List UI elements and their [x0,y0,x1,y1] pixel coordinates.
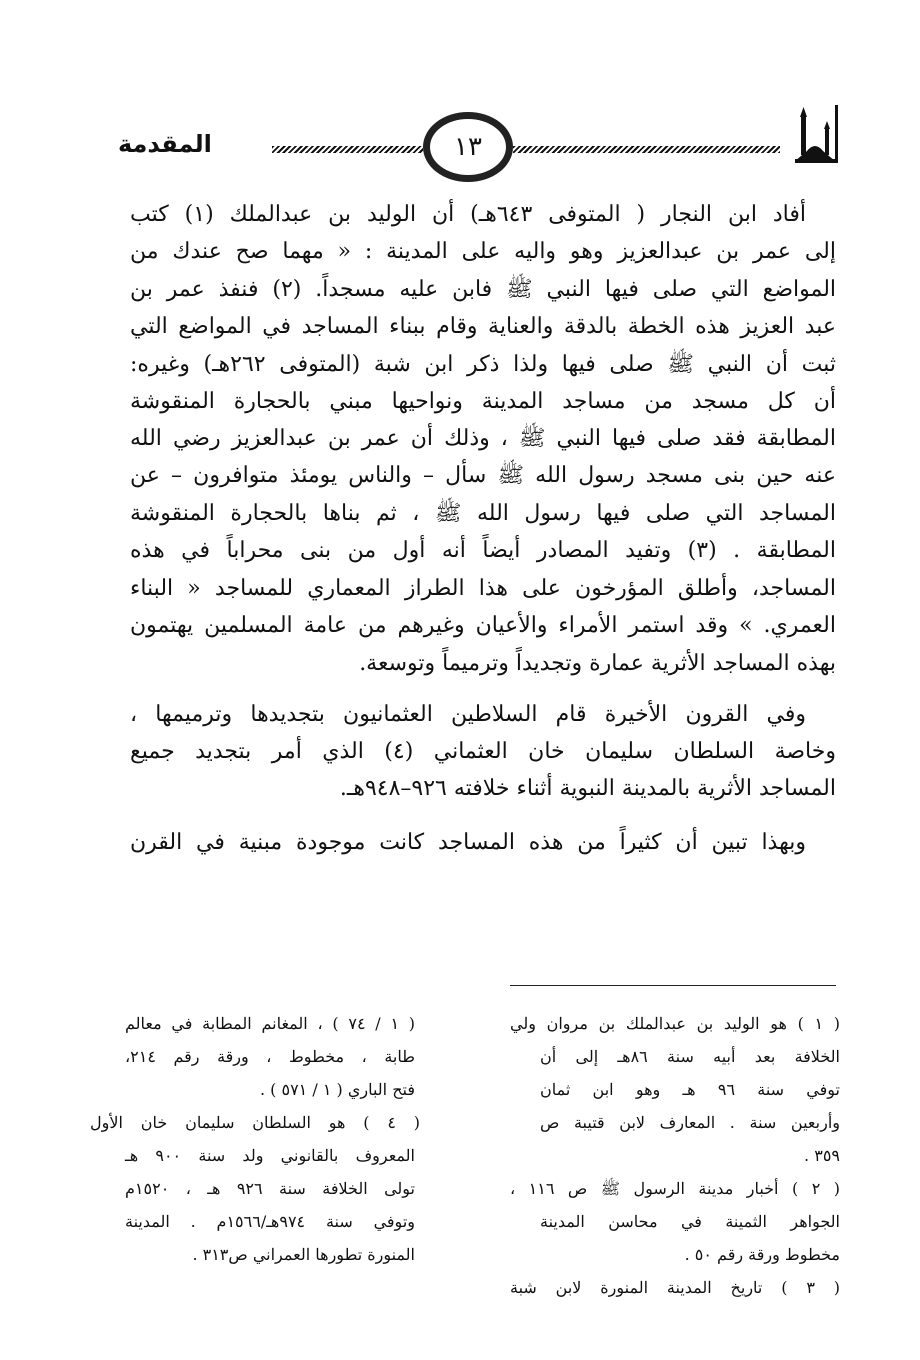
header-rule-right [513,146,780,153]
footnote-line: وأربعين سنة . المعارف لابن قتيبة ص [540,1113,840,1132]
body-line: المطابقة فقد صلى فيها النبي ﷺ ، وذلك أن عمر بن عبدالعزيز رضي الله [130,426,836,451]
body-line: المساجد، وأطلق المؤرخون على هذا الطراز المعماري للمساجد « البناء [130,576,836,601]
body-line: ثبت أن النبي ﷺ صلى فيها ولذا ذكر ابن شبة (المتوفى ٢٦٢هـ) وغيره: [130,352,836,377]
body-line: وخاصة السلطان سليمان خان العثماني (٤) الذي أمر بتجديد جميع [130,739,836,764]
footnote-line: ( ٣ ) تاريخ المدينة المنورة لابن شبة [510,1278,841,1297]
mosque-icon [795,105,840,163]
page-number: ١٣ [423,112,513,182]
header-rule-left [272,146,423,153]
footnote-line: تولى الخلافة سنة ٩٢٦ هـ ، ١٥٢٠م [125,1179,415,1198]
section-title: المقدمة [118,130,212,158]
footnote-line: توفي سنة ٩٦ هـ وهو ابن ثمان [540,1080,841,1099]
footnote-separator [510,985,836,986]
footnote-line: الخلافة بعد أبيه سنة ٨٦هـ إلى أن [540,1047,841,1066]
footnote-line: وتوفي سنة ٩٧٤هـ/١٥٦٦م . المدينة [125,1212,415,1231]
footnote-line: ٣٥٩ . [804,1146,840,1165]
footnote-line: فتح الباري ( ١ / ٥٧١ ) . [259,1080,415,1099]
footnote-line: طابة ، مخطوط ، ورقة رقم ٢١٤، [125,1047,415,1066]
footnote-line: المعروف بالقانوني ولد سنة ٩٠٠ هـ [125,1146,415,1165]
body-line: عبد العزيز هذه الخطة بالدقة والعناية وقام ببناء المساجد في المواضع التي [130,314,836,339]
footnote-line: ( ١ ) هو الوليد بن عبدالملك بن مروان ولي [510,1014,841,1033]
body-line: العمري. » وقد استمر الأمراء والأعيان وغيرهم من عامة المسلمين يهتمون [130,613,836,638]
body-line: وبهذا تبين أن كثيراً من هذه المساجد كانت موجودة مبنية في القرن [130,830,806,855]
footnote-line: ( ٢ ) أخبار مدينة الرسول ﷺ ص ١١٦ ، [510,1179,840,1198]
body-line: إلى عمر بن عبدالعزيز وهو واليه على المدينة : « مهما صح عندك من [130,239,836,264]
body-line: وفي القرون الأخيرة قام السلاطين العثمانيون بتجديدها وترميمها ، [130,702,806,727]
body-line: المطابقة . (٣) وتفيد المصادر أيضاً أنه أول من بنى محراباً في هذه [130,538,836,563]
body-line: عنه حين بنى مسجد رسول الله ﷺ سأل – والناس يومئذ متوافرون – عن [130,463,836,488]
body-line: بهذه المساجد الأثرية عمارة وتجديداً وترميماً وتوسعة. [359,651,836,676]
body-line: المواضع التي صلى فيها النبي ﷺ فابن عليه مسجداً. (٢) فنفذ عمر بن [130,277,837,302]
body-line: المساجد التي صلى فيها رسول الله ﷺ ، ثم بناها بالحجارة المنقوشة [130,501,837,526]
footnote-line: المنورة تطورها العمراني ص٣١٣ . [192,1245,415,1264]
body-line: أن كل مسجد من مساجد المدينة ونواحيها مبني بالحجارة المنقوشة [130,389,836,414]
footnote-line: ( ١ / ٧٤ ) ، المغانم المطابة في معالم [125,1014,416,1033]
body-line: أفاد ابن النجار ( المتوفى ٦٤٣هـ) أن الوليد بن عبدالملك (١) كتب [130,202,806,227]
body-line: المساجد الأثرية بالمدينة النبوية أثناء خلافته ٩٢٦–٩٤٨هـ. [339,776,836,801]
footnote-line: ( ٤ ) هو السلطان سليمان خان الأول [90,1113,420,1132]
footnote-line: مخطوط ورقة رقم ٥٠ . [684,1245,840,1264]
footnote-line: الجواهر الثمينة في محاسن المدينة [540,1212,840,1231]
